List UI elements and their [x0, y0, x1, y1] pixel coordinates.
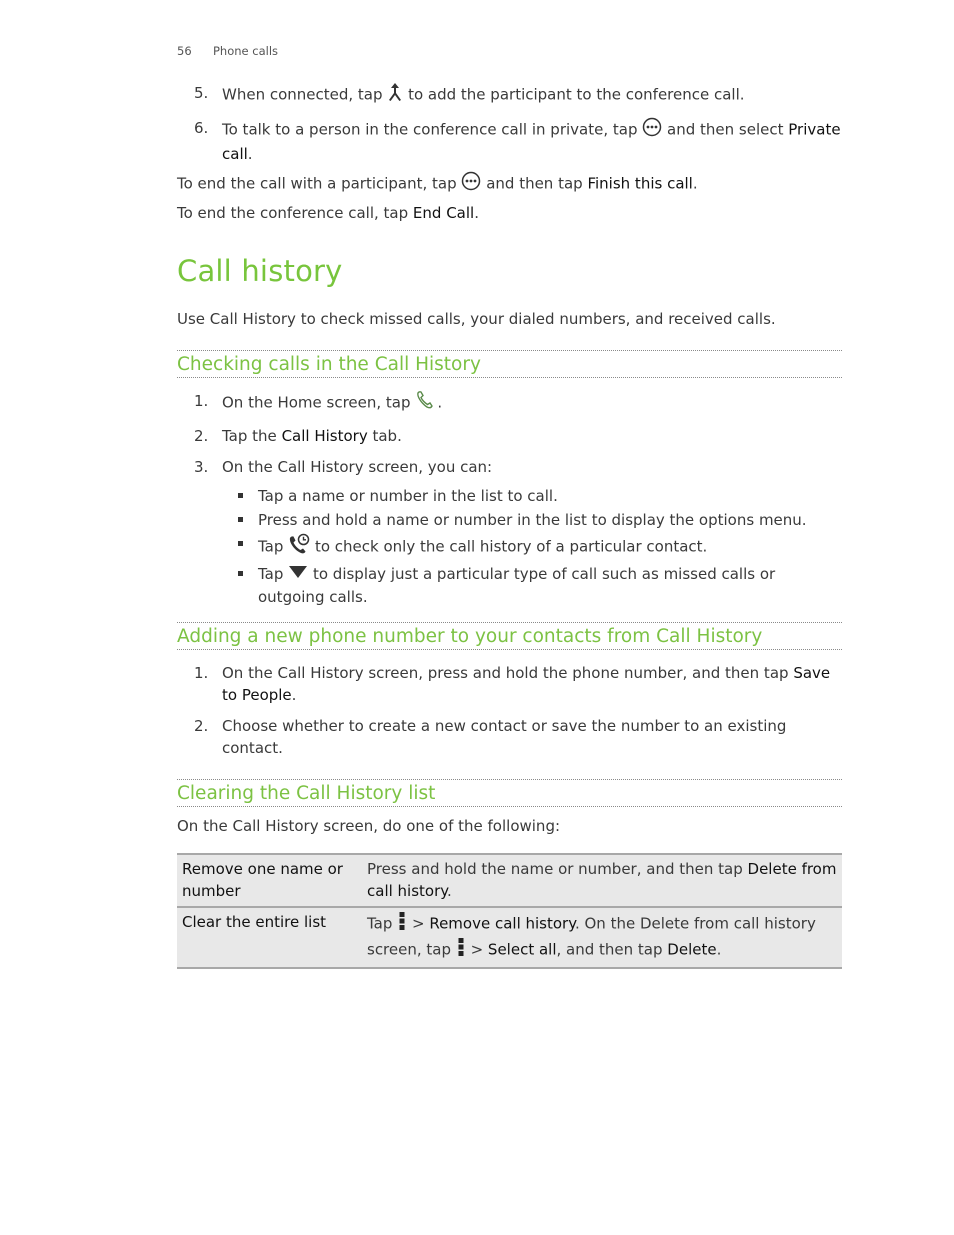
step-item	[177, 456, 842, 478]
para-text: Use Call History to check missed calls, your dialed numbers, and received calls.	[177, 310, 776, 328]
step-item	[177, 390, 842, 416]
menu-dots-icon	[456, 937, 466, 963]
bullet-marker	[238, 541, 243, 546]
step-number: 5.	[194, 84, 209, 102]
cell-text: >	[411, 914, 425, 933]
adding-steps	[177, 662, 842, 768]
more-options-icon	[642, 117, 662, 143]
step-text: Tap the	[222, 427, 277, 445]
bullet-item	[258, 485, 842, 507]
step-text: On the Home screen, tap	[222, 393, 411, 412]
filter-triangle-icon	[288, 564, 308, 586]
step-item	[177, 82, 842, 108]
bullet-text: Press and hold a name or number in the list to display the options menu.	[258, 511, 807, 529]
step-text: to add the participant to the conference call.	[408, 85, 745, 104]
bullet-marker	[238, 517, 243, 522]
step-text: .	[291, 686, 297, 704]
para-text: On the Call History screen, do one of the following:	[177, 817, 561, 835]
contact-call-history-icon	[288, 533, 310, 561]
section-heading-clearing: Clearing the Call History list	[177, 779, 842, 807]
step-item	[177, 425, 842, 447]
bullet-text: Tap	[258, 565, 284, 583]
cell-text: . On the Delete from call history screen, tap	[367, 914, 816, 959]
more-options-icon	[461, 171, 481, 197]
para-text: .	[692, 174, 698, 193]
clearing-intro	[177, 815, 842, 837]
title-description	[177, 308, 842, 330]
ui-label: Select all	[487, 940, 557, 959]
step-number: 2.	[194, 427, 209, 445]
checking-steps	[177, 390, 842, 487]
section-name: Phone calls	[213, 44, 279, 58]
bullet-text: Tap a name or number in the list to call.	[258, 487, 558, 505]
cell-text: , and then tap	[556, 940, 663, 959]
bullet-item	[258, 533, 842, 561]
cell-text: >	[470, 940, 484, 959]
table-cell-description	[362, 907, 842, 968]
table-cell-action: Remove one name or number	[177, 854, 362, 907]
checking-bullets	[258, 485, 842, 610]
end-participant-paragraph	[177, 171, 842, 197]
step-number: 2.	[194, 717, 209, 735]
step-item	[177, 117, 842, 165]
step-text: To talk to a person in the conference call in private, tap	[222, 120, 638, 139]
merge-call-icon	[387, 82, 403, 108]
cell-text: Tap	[367, 914, 393, 933]
cell-text: Press and hold the name or number, and then tap	[367, 860, 743, 878]
table-row	[177, 907, 842, 968]
para-text: .	[474, 204, 479, 222]
step-item	[177, 715, 842, 759]
ui-label: Remove call history	[429, 914, 575, 933]
table-cell-action: Clear the entire list	[177, 907, 362, 968]
table-cell-description	[362, 854, 842, 907]
bullet-text: to check only the call history of a particular contact.	[314, 537, 708, 556]
step-number: 6.	[194, 119, 209, 137]
ui-label: End Call	[412, 204, 475, 222]
ui-label: Save to People	[222, 664, 831, 704]
clearing-options-table	[177, 853, 842, 969]
ui-label: Delete from call history	[367, 860, 837, 900]
bullet-item	[258, 509, 842, 531]
section-heading-adding: Adding a new phone number to your contacts from Call History	[177, 622, 842, 650]
bullet-text: to display just a particular type of call such as missed calls or outgoing calls.	[258, 565, 776, 606]
menu-dots-icon	[397, 911, 407, 937]
bullet-item	[258, 563, 842, 608]
step-number: 3.	[194, 458, 209, 476]
para-text: and then tap	[486, 174, 583, 193]
para-text: To end the call with a participant, tap	[177, 174, 457, 193]
page-title: Call history	[177, 254, 343, 288]
end-conference-paragraph	[177, 202, 842, 224]
ui-label: Finish this call	[587, 174, 693, 193]
page-header	[177, 44, 278, 58]
conference-steps	[177, 82, 842, 174]
step-number: 1.	[194, 664, 209, 682]
ui-label: Delete	[667, 940, 717, 959]
step-text: .	[437, 393, 443, 412]
section-heading-checking: Checking calls in the Call History	[177, 350, 842, 378]
step-text: tab.	[372, 427, 402, 445]
step-text: When connected, tap	[222, 85, 383, 104]
ui-label: Private call	[222, 120, 841, 163]
bullet-marker	[238, 493, 243, 498]
step-text: .	[247, 145, 253, 163]
step-text: On the Call History screen, press and hold the phone number, and then tap	[222, 664, 789, 682]
step-text: Choose whether to create a new contact or save the number to an existing contact.	[222, 717, 787, 757]
page-number: 56	[177, 44, 192, 58]
step-text: On the Call History screen, you can:	[222, 458, 493, 476]
phone-icon	[415, 390, 437, 416]
cell-text: .	[716, 940, 722, 959]
ui-label: Call History	[281, 427, 368, 445]
step-text: and then select	[667, 120, 784, 139]
cell-text: .	[447, 882, 452, 900]
step-item	[177, 662, 842, 706]
para-text: To end the conference call, tap	[177, 204, 409, 222]
bullet-text: Tap	[258, 537, 284, 556]
step-number: 1.	[194, 392, 209, 410]
table-row	[177, 854, 842, 907]
bullet-marker	[238, 571, 243, 576]
